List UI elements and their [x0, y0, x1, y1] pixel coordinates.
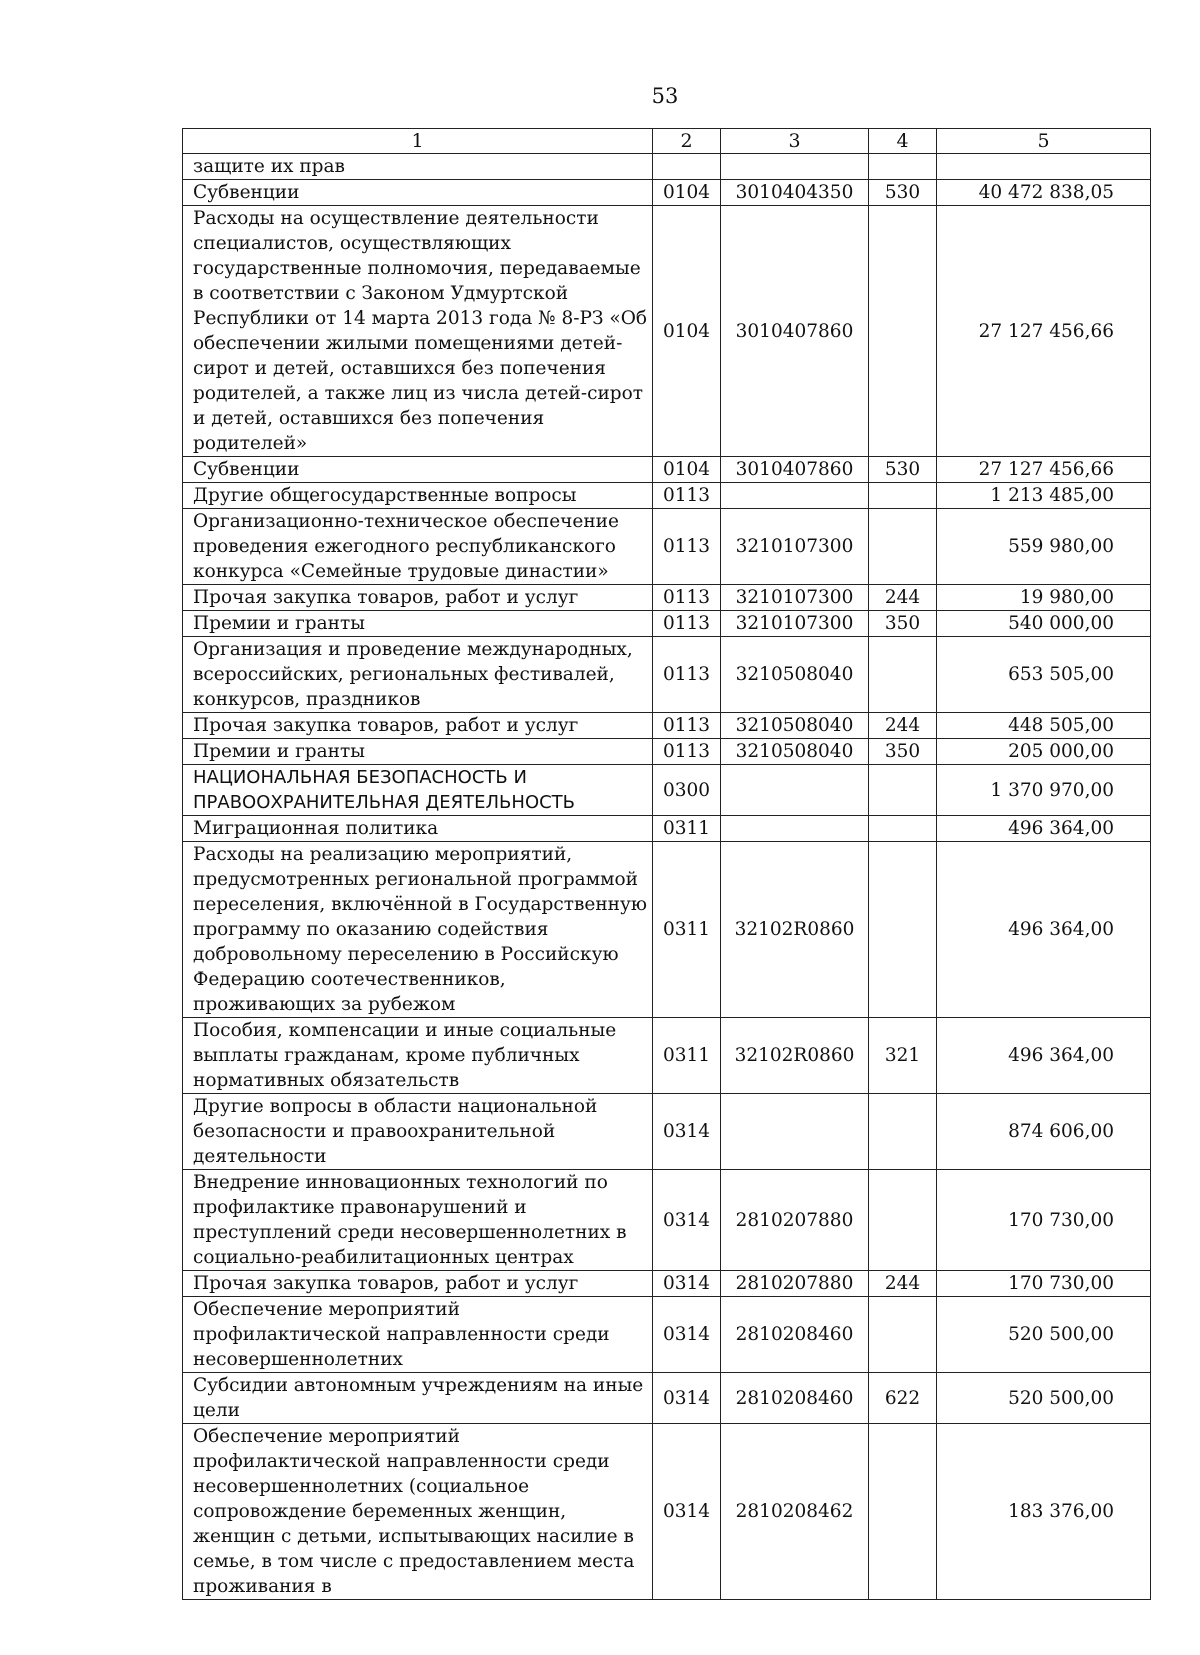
table-row: [183, 206, 1151, 457]
column-header-1: 1: [183, 129, 653, 154]
table-row: [183, 154, 1151, 180]
row-name-cell: Другие общегосударственные вопросы: [183, 483, 653, 509]
row-section-cell: 0311: [653, 816, 721, 842]
row-type-cell: [869, 765, 937, 816]
row-target-cell: [721, 154, 869, 180]
table-header-row: [183, 129, 1151, 154]
row-target-cell: 32102R0860: [721, 842, 869, 1018]
table-row: [183, 1297, 1151, 1373]
row-type-cell: 244: [869, 1271, 937, 1297]
row-name-cell: Обеспечение мероприятий профилактической направленности среди несовершеннолетних (социальное сопровождение беременных женщин, женщин с детьми, испытывающих насилие в семье, в том числе с предоставлением места проживания в: [183, 1424, 653, 1600]
table-row: [183, 180, 1151, 206]
column-header-4: 4: [869, 129, 937, 154]
row-amount-cell: 448 505,00: [937, 713, 1151, 739]
row-amount-cell: 874 606,00: [937, 1094, 1151, 1170]
row-section-cell: 0311: [653, 842, 721, 1018]
row-name-cell: защите их прав: [183, 154, 653, 180]
row-section-cell: 0314: [653, 1297, 721, 1373]
row-amount-cell: 520 500,00: [937, 1373, 1151, 1424]
row-target-cell: 3210508040: [721, 739, 869, 765]
row-type-cell: [869, 1424, 937, 1600]
row-section-cell: [653, 154, 721, 180]
row-type-cell: 530: [869, 457, 937, 483]
row-section-cell: 0314: [653, 1424, 721, 1600]
row-amount-cell: 653 505,00: [937, 637, 1151, 713]
table-row: [183, 509, 1151, 585]
row-target-cell: 3210107300: [721, 585, 869, 611]
row-type-cell: [869, 1094, 937, 1170]
row-name-cell: Расходы на осуществление деятельности специалистов, осуществляющих государственные полномочия, передаваемые в соответствии с Законом Удмуртской Республики от 14 марта 2013 года № 8-РЗ «Об обеспечении жилыми помещениями детей-сирот и детей, оставшихся без попечения родителей, а также лиц из числа детей-сирот и детей, оставшихся без попечения родителей»: [183, 206, 653, 457]
row-type-cell: [869, 816, 937, 842]
row-section-cell: 0113: [653, 713, 721, 739]
row-name-cell: Прочая закупка товаров, работ и услуг: [183, 1271, 653, 1297]
row-type-cell: 350: [869, 739, 937, 765]
row-amount-cell: 520 500,00: [937, 1297, 1151, 1373]
row-type-cell: [869, 154, 937, 180]
row-name-cell: Премии и гранты: [183, 739, 653, 765]
row-type-cell: [869, 1297, 937, 1373]
row-name-cell: НАЦИОНАЛЬНАЯ БЕЗОПАСНОСТЬ И ПРАВООХРАНИТЕЛЬНАЯ ДЕЯТЕЛЬНОСТЬ: [183, 765, 653, 816]
row-type-cell: [869, 206, 937, 457]
row-target-cell: 3210107300: [721, 611, 869, 637]
row-amount-cell: 496 364,00: [937, 816, 1151, 842]
row-amount-cell: 496 364,00: [937, 842, 1151, 1018]
row-type-cell: 530: [869, 180, 937, 206]
column-header-2: 2: [653, 129, 721, 154]
table-row: [183, 713, 1151, 739]
column-header-3: 3: [721, 129, 869, 154]
table-row: [183, 457, 1151, 483]
row-section-cell: 0314: [653, 1170, 721, 1271]
row-name-cell: Организация и проведение международных, всероссийских, региональных фестивалей, конкурсов, праздников: [183, 637, 653, 713]
row-amount-cell: [937, 154, 1151, 180]
row-section-cell: 0104: [653, 206, 721, 457]
row-type-cell: 622: [869, 1373, 937, 1424]
row-type-cell: [869, 509, 937, 585]
row-amount-cell: 496 364,00: [937, 1018, 1151, 1094]
table-row: [183, 739, 1151, 765]
row-type-cell: [869, 842, 937, 1018]
table-row: [183, 1170, 1151, 1271]
row-target-cell: 3010407860: [721, 457, 869, 483]
table-row: [183, 611, 1151, 637]
row-amount-cell: 559 980,00: [937, 509, 1151, 585]
row-amount-cell: 19 980,00: [937, 585, 1151, 611]
row-name-cell: Пособия, компенсации и иные социальные выплаты гражданам, кроме публичных нормативных обязательств: [183, 1018, 653, 1094]
row-type-cell: [869, 637, 937, 713]
row-target-cell: 2810208462: [721, 1424, 869, 1600]
row-target-cell: 3010404350: [721, 180, 869, 206]
row-section-cell: 0311: [653, 1018, 721, 1094]
row-amount-cell: 540 000,00: [937, 611, 1151, 637]
row-type-cell: 244: [869, 713, 937, 739]
row-type-cell: [869, 483, 937, 509]
row-type-cell: [869, 1170, 937, 1271]
row-section-cell: 0314: [653, 1094, 721, 1170]
row-section-cell: 0314: [653, 1373, 721, 1424]
table-row: [183, 1018, 1151, 1094]
row-section-cell: 0113: [653, 483, 721, 509]
row-section-cell: 0104: [653, 180, 721, 206]
row-target-cell: 2810208460: [721, 1297, 869, 1373]
row-amount-cell: 183 376,00: [937, 1424, 1151, 1600]
page-number: 53: [651, 84, 679, 108]
row-section-cell: 0300: [653, 765, 721, 816]
row-amount-cell: 1 370 970,00: [937, 765, 1151, 816]
row-target-cell: [721, 765, 869, 816]
row-target-cell: 3210107300: [721, 509, 869, 585]
row-name-cell: Организационно-техническое обеспечение проведения ежегодного республиканского конкурса «Семейные трудовые династии»: [183, 509, 653, 585]
table-row: [183, 585, 1151, 611]
row-target-cell: 32102R0860: [721, 1018, 869, 1094]
table-row: [183, 765, 1151, 816]
row-name-cell: Расходы на реализацию мероприятий, предусмотренных региональной программой переселения, включённой в Государственную программу по оказанию содействия добровольному переселению в Российскую Федерацию соотечественников, проживающих за рубежом: [183, 842, 653, 1018]
row-name-cell: Миграционная политика: [183, 816, 653, 842]
row-type-cell: 244: [869, 585, 937, 611]
row-target-cell: [721, 1094, 869, 1170]
row-amount-cell: 27 127 456,66: [937, 206, 1151, 457]
row-amount-cell: 40 472 838,05: [937, 180, 1151, 206]
row-target-cell: 3210508040: [721, 637, 869, 713]
table-row: [183, 637, 1151, 713]
row-section-cell: 0113: [653, 585, 721, 611]
row-target-cell: 2810208460: [721, 1373, 869, 1424]
row-amount-cell: 27 127 456,66: [937, 457, 1151, 483]
table-row: [183, 483, 1151, 509]
row-name-cell: Другие вопросы в области национальной безопасности и правоохранительной деятельности: [183, 1094, 653, 1170]
row-section-cell: 0113: [653, 509, 721, 585]
row-target-cell: 2810207880: [721, 1271, 869, 1297]
row-target-cell: 2810207880: [721, 1170, 869, 1271]
row-name-cell: Субвенции: [183, 180, 653, 206]
row-type-cell: 350: [869, 611, 937, 637]
table-row: [183, 1094, 1151, 1170]
row-section-cell: 0314: [653, 1271, 721, 1297]
row-target-cell: [721, 483, 869, 509]
row-target-cell: 3210508040: [721, 713, 869, 739]
table-row: [183, 816, 1151, 842]
table-row: [183, 1424, 1151, 1600]
row-amount-cell: 170 730,00: [937, 1271, 1151, 1297]
row-section-cell: 0113: [653, 739, 721, 765]
table-row: [183, 842, 1151, 1018]
row-amount-cell: 1 213 485,00: [937, 483, 1151, 509]
table-row: [183, 1373, 1151, 1424]
row-section-cell: 0113: [653, 637, 721, 713]
table-row: [183, 1271, 1151, 1297]
budget-table: [182, 128, 1151, 1600]
row-amount-cell: 170 730,00: [937, 1170, 1151, 1271]
row-name-cell: Обеспечение мероприятий профилактической направленности среди несовершеннолетних: [183, 1297, 653, 1373]
row-target-cell: 3010407860: [721, 206, 869, 457]
row-name-cell: Прочая закупка товаров, работ и услуг: [183, 713, 653, 739]
column-header-5: 5: [937, 129, 1151, 154]
row-type-cell: 321: [869, 1018, 937, 1094]
row-target-cell: [721, 816, 869, 842]
row-name-cell: Внедрение инновационных технологий по профилактике правонарушений и преступлений среди несовершеннолетних в социально-реабилитационных центрах: [183, 1170, 653, 1271]
row-section-cell: 0113: [653, 611, 721, 637]
row-name-cell: Субсидии автономным учреждениям на иные цели: [183, 1373, 653, 1424]
row-section-cell: 0104: [653, 457, 721, 483]
row-name-cell: Прочая закупка товаров, работ и услуг: [183, 585, 653, 611]
row-amount-cell: 205 000,00: [937, 739, 1151, 765]
row-name-cell: Премии и гранты: [183, 611, 653, 637]
row-name-cell: Субвенции: [183, 457, 653, 483]
